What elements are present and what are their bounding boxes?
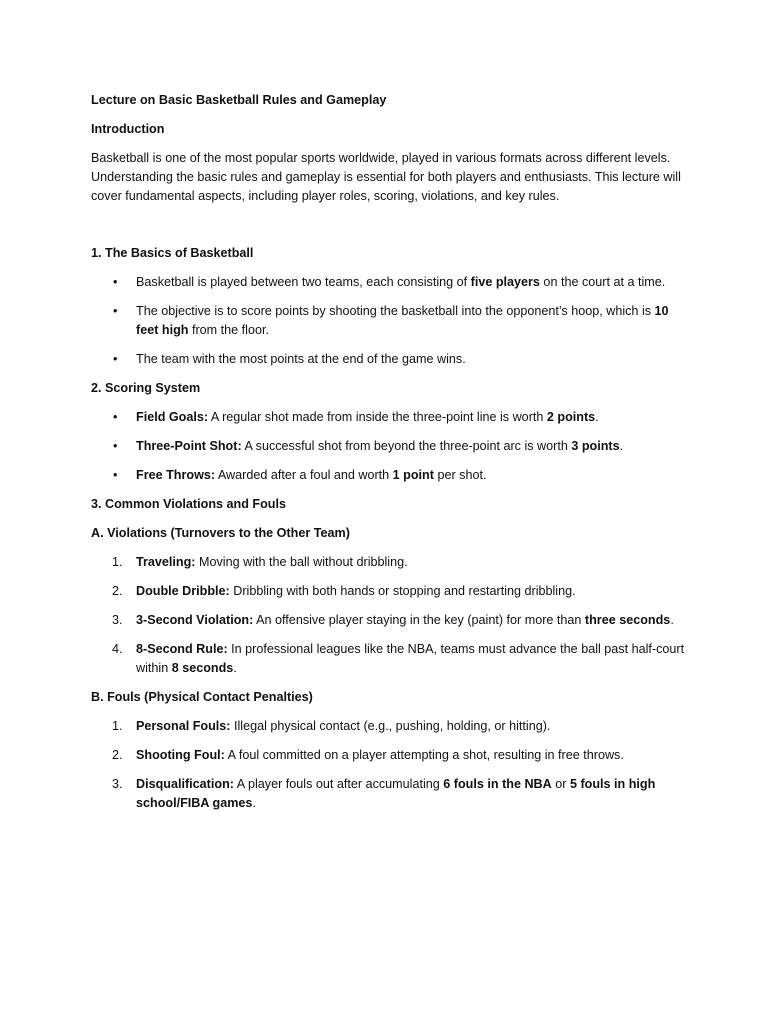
section-2-list xyxy=(91,408,691,485)
item-text: Basketball is played between two teams, each consisting of xyxy=(136,275,471,289)
fouls-list xyxy=(91,717,691,813)
item-text: . xyxy=(252,796,256,810)
item-text: A regular shot made from inside the three-point line is worth xyxy=(208,410,547,424)
item-text: Dribbling with both hands or stopping and restarting dribbling. xyxy=(229,584,576,598)
list-item xyxy=(91,466,691,485)
item-bold-text: 10 feet high xyxy=(136,304,669,337)
list-item xyxy=(91,408,691,427)
item-text: Moving with the ball without dribbling. xyxy=(195,555,408,569)
item-label: Shooting Foul: xyxy=(136,748,225,762)
document-page xyxy=(91,91,691,823)
item-text: A player fouls out after accumulating xyxy=(233,777,444,791)
item-bold-text: 3 points xyxy=(571,439,620,453)
item-text: An offensive player staying in the key (paint) for more than xyxy=(253,613,585,627)
introduction-heading: Introduction xyxy=(91,122,165,136)
item-label: 8-Second Rule: xyxy=(136,642,228,656)
item-label: Traveling: xyxy=(136,555,196,569)
item-text: . xyxy=(233,661,237,675)
item-bold-text: 1 point xyxy=(392,468,434,482)
item-label: Personal Fouls: xyxy=(136,719,231,733)
list-item xyxy=(91,553,691,572)
section-1-heading: 1. The Basics of Basketball xyxy=(91,246,254,260)
item-label: 3-Second Violation: xyxy=(136,613,254,627)
item-text: A successful shot from beyond the three-point arc is worth xyxy=(241,439,572,453)
item-label: Three-Point Shot: xyxy=(136,439,242,453)
item-label: Field Goals: xyxy=(136,410,209,424)
section-2-heading: 2. Scoring System xyxy=(91,381,201,395)
list-item xyxy=(91,437,691,456)
item-label: Disqualification: xyxy=(136,777,234,791)
list-item xyxy=(91,746,691,765)
list-item xyxy=(91,273,691,292)
list-item xyxy=(91,775,691,813)
list-item xyxy=(91,640,691,678)
item-text: . xyxy=(595,410,599,424)
item-number: 4. xyxy=(112,642,123,656)
item-number: 2. xyxy=(112,584,123,598)
violations-list xyxy=(91,553,691,678)
item-number: 3. xyxy=(112,777,123,791)
item-number: 1. xyxy=(112,719,123,733)
item-text: A foul committed on a player attempting a shot, resulting in free throws. xyxy=(224,748,624,762)
item-text: The team with the most points at the end of the game wins. xyxy=(136,352,466,366)
item-text: on the court at a time. xyxy=(539,275,666,289)
list-item xyxy=(91,611,691,630)
item-bold-text: 8 seconds xyxy=(171,661,234,675)
list-item xyxy=(91,350,691,369)
item-bold-text: 5 fouls in high school/FIBA games xyxy=(136,777,656,810)
item-label: Double Dribble: xyxy=(136,584,230,598)
list-item xyxy=(91,717,691,736)
item-label: Free Throws: xyxy=(136,468,216,482)
item-text: Illegal physical contact (e.g., pushing, holding, or hitting). xyxy=(230,719,551,733)
item-text: In professional leagues like the NBA, teams must advance the ball past half-court within xyxy=(136,642,685,675)
section-3-heading: 3. Common Violations and Fouls xyxy=(91,497,286,511)
fouls-subheading: B. Fouls (Physical Contact Penalties) xyxy=(91,690,313,704)
item-text: per shot. xyxy=(433,468,487,482)
item-number: 3. xyxy=(112,613,123,627)
item-text: from the floor. xyxy=(188,323,269,337)
violations-subheading: A. Violations (Turnovers to the Other Team) xyxy=(91,526,350,540)
item-text: or xyxy=(551,777,570,791)
item-text: . xyxy=(619,439,624,453)
section-1-list xyxy=(91,273,691,369)
list-item xyxy=(91,582,691,601)
item-number: 2. xyxy=(112,748,123,762)
document-title: Lecture on Basic Basketball Rules and Gameplay xyxy=(91,93,387,107)
item-text: . xyxy=(670,613,674,627)
introduction-paragraph: Basketball is one of the most popular sports worldwide, played in various formats across different levels. Understanding the basic rules and gameplay is essential for both players and enthusiasts. This lecture will cover fundamental aspects, including player roles, scoring, violations, and key rules. xyxy=(91,151,681,203)
item-bold-text: 2 points xyxy=(546,410,596,424)
item-text: The objective is to score points by shooting the basketball into the opponent’s hoop, which is xyxy=(136,304,655,318)
item-bold-text: three seconds xyxy=(584,613,671,627)
item-bold-text: 6 fouls in the NBA xyxy=(443,777,552,791)
item-number: 1. xyxy=(112,555,123,569)
list-item xyxy=(91,302,691,340)
item-text: Awarded after a foul and worth xyxy=(215,468,393,482)
item-bold-text: five players xyxy=(470,275,540,289)
